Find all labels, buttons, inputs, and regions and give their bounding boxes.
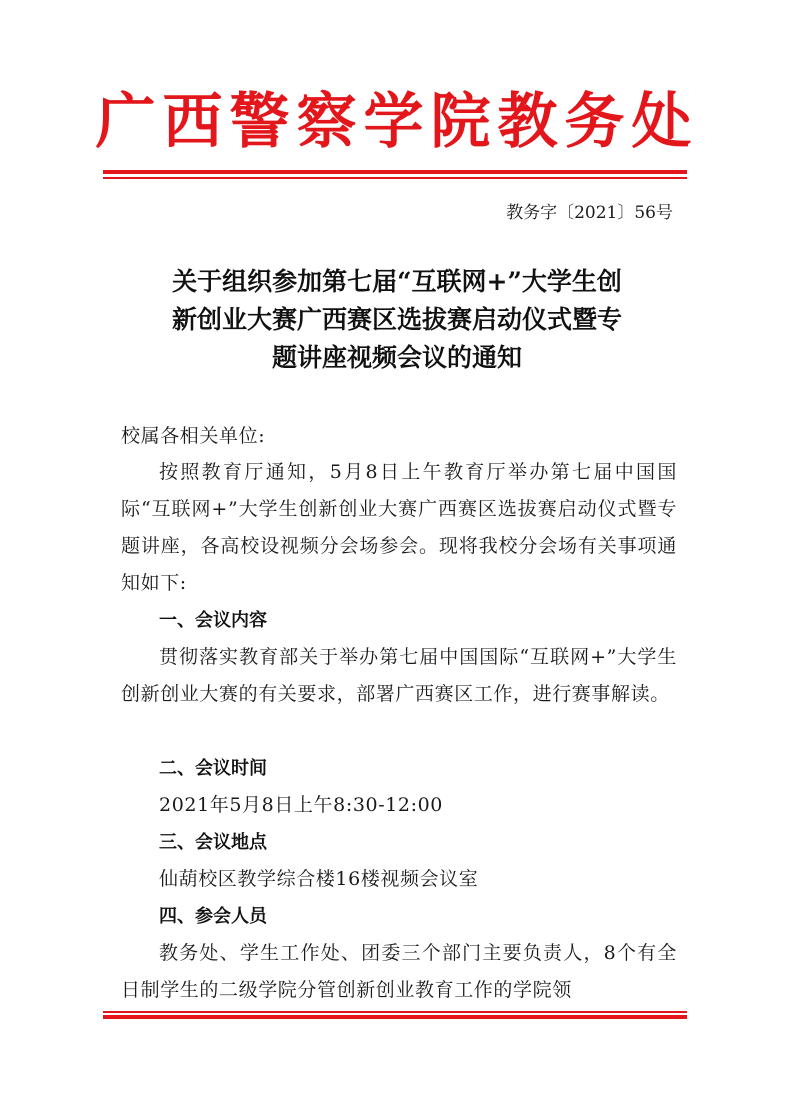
section-text-content: 贯彻落实教育部关于举办第七届中国国际“互联网+”大学生创新创业大赛的有关要求，部署广西赛区工作，进行赛事解读。 [121, 646, 677, 705]
section-text-time: 2021年5月8日上午8:30-12:00 [159, 794, 443, 816]
section-heading-attendees: 四、参会人员 [159, 906, 267, 927]
document-number: 教务字〔2021〕56号 [506, 203, 673, 223]
document-title-line-1: 关于组织参加第七届“互联网+”大学生创 [172, 267, 622, 296]
footer-divider-thick [103, 1015, 687, 1019]
footer-divider-thin [103, 1011, 687, 1013]
section-heading-time: 二、会议时间 [159, 758, 267, 779]
section-text-location: 仙葫校区教学综合楼16楼视频会议室 [159, 868, 479, 890]
document-title [110, 263, 684, 377]
addressee: 校属各相关单位: [121, 425, 266, 447]
document-title-line-2: 新创业大赛广西赛区选拔赛启动仪式暨专 [171, 305, 622, 334]
header-org-title: 广西警察学院教务处 [95, 87, 699, 157]
section-heading-location: 三、会议地点 [159, 832, 267, 853]
header-divider-thin [103, 177, 687, 179]
header-divider-thick [103, 170, 687, 174]
section-heading-content: 一、会议内容 [159, 610, 267, 631]
intro-paragraph: 按照教育厅通知，5月8日上午教育厅举办第七届中国国际“互联网+”大学生创新创业大赛广西赛区选拔赛启动仪式暨专题讲座，各高校设视频分会场参会。现将我校分会场有关事项通知如下: [121, 461, 677, 594]
section-text-attendees: 教务处、学生工作处、团委三个部门主要负责人，8个有全日制学生的二级学院分管创新创业教育工作的学院领 [121, 942, 677, 1001]
document-title-line-3: 题讲座视频会议的通知 [271, 343, 522, 372]
